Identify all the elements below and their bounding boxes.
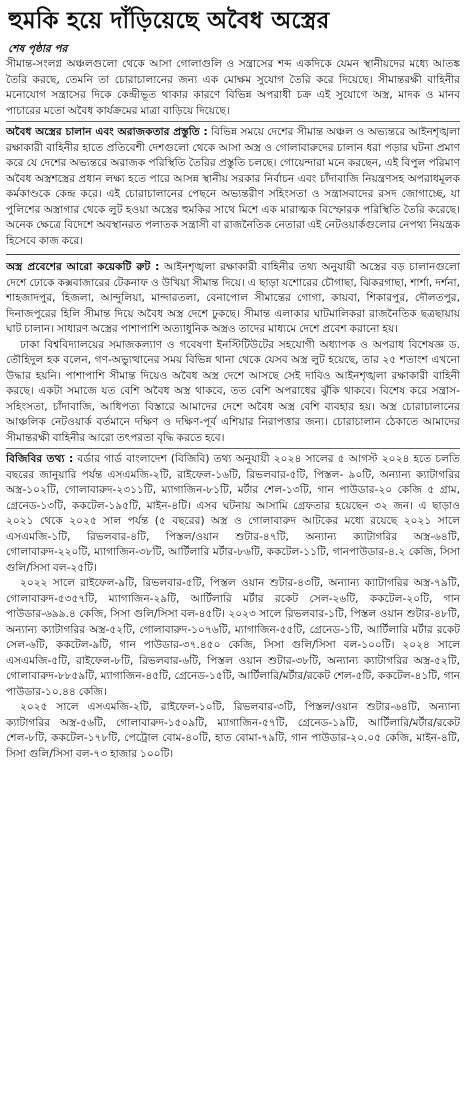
divider xyxy=(6,448,460,449)
section-body-routes: আইনশৃঙ্খলা রক্ষাকারী বাহিনীর তথ্য অনুযায়ী অস্ত্রের বড় চালানগুলো দেশে ঢোকে কক্সবাজারের টেকনাফ ও উখিয়া সীমান্ত দিয়ে। এ ছাড়া যশোরের চৌগাছা, ঝিকরগাছা, শার্শা, দর্শনা, শাহজাদপুর, হিজলা, আন্দুলিয়া, মান্দারতলা, বেনাপোল সীমান্তের গোগা, কায়বা, শিকারপুর, দৌলতপুর, দিনাজপুরের হিলি সীমান্ত দিয়ে অবৈধ অস্ত্র দেশে ঢুকছে। সীমান্ত এলাকার ঘাটমালিকরা রাজনৈতিক ছত্রছায়ায় ঘাট চালান। সাধারণ অস্ত্রের পাশাপাশি অত্যাধুনিক অস্ত্রও তাদের মাধ্যমে দেশে প্রবেশ করানো হয়। xyxy=(6,261,461,335)
section-lead-routes: অস্ত্র প্রবেশের আরো কয়েকটি রুট : xyxy=(6,261,160,273)
section-lead-bgb: বিজিবির তথ্য : xyxy=(6,453,74,465)
section-body-illegal-arms: বিভিন্ন সময়ে দেশের সীমান্ত অঞ্চল ও অভ্যন্তরে আইনশৃঙ্খলা রক্ষাকারী বাহিনীর হাতে প্রতিবেশী দেশগুলো থেকে আসা অস্ত্র ও গোলাবারুদের চালান ধরা পড়ার ঘটনা প্রমাণ করে যে দেশের অভ্যন্তরে অরাজক পরিস্থিতি তৈরির প্রস্তুতি চলছে। গোয়েন্দারা মনে করছেন, এই বিপুল পরিমাণ অবৈধ অস্ত্রশস্ত্রের প্রধান লক্ষ্য হতে পারে আসন্ন স্থানীয় সরকার নির্বাচন এবং চাঁদাবাজি নিয়ন্ত্রণসহ অপরাধমূলক কর্মকাণ্ডকে কেন্দ্র করে। এই চোরাচালানের পেছনে অভ্যন্তরীণ সহিংসতা ও সন্ত্রাসবাদের রসদ জোগাচ্ছে, যা পুলিশের অস্ত্রাগার থেকে লুট হওয়া অস্ত্রের হুমকির সাথে মিশে এক মারাত্মক বিস্ফোরক পরিস্থিতি তৈরি করেছে। অনেক ক্ষেত্রে বিদেশে অবস্থানরত পলাতক সন্ত্রাসী বা রাজনৈতিক নেতারা এই নেটওয়ার্কগুলোর নেপথ্য নিয়ন্ত্রক হিসেবে কাজ করে। xyxy=(6,126,461,247)
section-routes xyxy=(6,260,460,338)
article-body xyxy=(6,57,460,762)
divider xyxy=(6,254,460,255)
headline: হুমকি হয়ে দাঁড়িয়েছে অবৈধ অস্ত্রের xyxy=(8,7,330,34)
divider xyxy=(6,121,460,122)
section-lead-illegal-arms: অবৈধ অস্ত্রের চালান এবং অরাজকতার প্রস্তুতি : xyxy=(6,126,208,138)
paragraph-bgb-2025: ২০২৫ সালে এসএমজি-২টি, রাইফেল-১০টি, রিভলবার-৩টি, পিস্তল/ওয়ান শুটার-৬৪টি, অন্যান্য ক্যাটাগরির অস্ত্র-৫৬টি, গোলাবারুদ-১৫০৯টি, ম্যাগাজিন-৫৭টি, গ্রেনেড-১৯টি, আর্টিলারি/মর্টার/রকেট শেল-৮টি, ককটেল-১৭৮টি, পেট্রোল বোম-৪০টি, হাত বোমা-৭৯টি, গান পাউডার-২০.০৫ কেজি, মাইন-৪টি, সিসা গুলি/সিসা বল-৭৩ হাজার ১০০টি। xyxy=(6,701,460,760)
section-body-bgb: বর্ডার গার্ড বাংলাদেশ (বিজিবি) তথ্য অনুযায়ী ২০২৪ সালের ৫ আগস্ট ২০২৪ হতে চলতি বছরের জানুয়ারি পর্যন্ত এসএমজি-২টি, রাইফেল-১৬টি, রিভলবার-৫টি, পিস্তল- ৯০টি, অন্যান্য ক্যাটাগরির অস্ত্র-১০২টি, গোলাবারুদ-২৩১১টি, ম্যাগাজিন-৮১টি, মর্টার শেল-১৩টি, গান পাউডার-২০ কেজি ৫ গ্রাম, গ্রেনেড-১৩টি, ককটেল-১৯৫টি, মাইন-৪টি। এসব ঘটনায় আসামি গ্রেফতার হয়েছেন ৩২ জন। এ ছাড়াও ২০২১ থেকে ২০২৫ সাল পর্যন্ত (৫ বছরের) অস্ত্র ও গোলাবারুদ আটকের মধ্যে রয়েছে ২০২১ সালে এসএমজি-১টি, রিভলবার-৪টি, পিস্তল/ওয়ান শুটার-৪৭টি, অন্যান্য ক্যাটাগরির অস্ত্র-৬৪টি, গোলাবারুদ-২২০টি, ম্যাগাজিন-৩৮টি, আর্টিলারি মর্টার-৮৬টি, ককটেল-১১টি, গানপাউডার-৪.২ কেজি, সিসা গুলি/সিসা বল-২৫টি। xyxy=(6,453,460,574)
continued-label: শেষ পৃষ্ঠার পর xyxy=(8,43,68,55)
section-bgb xyxy=(6,452,460,576)
paragraph-expert: ঢাকা বিশ্ববিদ্যালয়ের সমাজকল্যাণ ও গবেষণা ইনস্টিটিউটের সহযোগী অধ্যাপক ও অপরাধ বিশেষজ্ঞ ড. তৌহিদুল হক বলেন, গণ-অভ্যুত্থানের সময় বিভিন্ন থানা থেকে যেসব অস্ত্র লুট হয়েছে, তার ২৫ শতাংশ এখনো উদ্ধার হয়নি। পাশাপাশি সীমান্ত দিয়েও অবৈধ অস্ত্র দেশে আসছে সেই দাবিও আইনশৃঙ্খলা রক্ষাকারী বাহিনী করছে। একটা সমাজে যত বেশি অবৈধ অস্ত্র থাকবে, তত বেশি অপরাধের ঝুঁকি থাকবে। বিশেষ করে সন্ত্রাস-সহিংসতা, চাঁদাবাজি, আধিপত্য বিস্তারে আমাদের দেশে অবৈধ অস্ত্র বেশি ব্যবহার হয়। অস্ত্র চোরাচালানের আঞ্চলিক নেটওয়ার্ক বর্তমানে দক্ষিণ ও দক্ষিণ-পূর্ব এশিয়ার নিরাপত্তার জন্য। চোরাচালান ঠেকাতে আমাদের সীমান্তরক্ষী বাহিনীর আরো তৎপরতা বৃদ্ধি করতে হবে। xyxy=(6,338,460,444)
paragraph-intro: সীমান্ত-সংলগ্ন অঞ্চলগুলো থেকে আসা গোলাগুলি ও সন্ত্রাসের শব্দ একদিকে যেমন স্থানীয়দের মধ্যে আতঙ্ক তৈরি করছে, তেমনি তা চোরাচালানের জন্য এক মোক্ষম সুযোগ তৈরি করে দিয়েছে। সীমান্তরক্ষী বাহিনীর মনোযোগ সন্ত্রাসের দিকে কেন্দ্রীভূত থাকার কারণে বিভিন্ন অপরাধী চক্র এই সুযোগে অস্ত্র, মাদক ও মানব পাচারের মতো অবৈধ কার্যক্রমের মাত্রা বাড়িয়ে দিয়েছে। xyxy=(6,58,460,117)
section-illegal-arms xyxy=(6,125,460,249)
paragraph-bgb-2022-2024: ২০২২ সালে রাইফেল-৯টি, রিভলবার-৫টি, পিস্তল ওয়ান শুটার-৪৩টি, অন্যান্য ক্যাটাগরির অস্ত্র-৭৯টি, গোলাবারুদ-৫৩৫৭টি, ম্যাগাজিন-২৯টি, আর্টিলারি মর্টার রকেট সেল-২৬টি, ককটেল-২০টি, গান পাউডার-৬৯৯.৪ কেজি, সিসা গুলি/সিসা বল-৪৫টি। ২০২৩ সালে রিভলবার-১টি, পিস্তল ওয়ান শুটার-৪৮টি, অন্যান্য ক্যাটাগরির অস্ত্র-৫২টি, গোলাবারুদ-১০৭৬টি, ম্যাগাজিন-৫৫টি, গ্রেনেড-১টি, আর্টিলারি মর্টার রকেট সেল-৬টি, ককটেল-৯টি, গান পাউডার-৩৭.৪৫০ কেজি, সিসা গুলি/সিসা বল-১০০টি। ২০২৪ সালে এসএমজি-৫টি, রাইফেল-৮টি, রিভলবার-৬টি, পিস্তল ওয়ান শুটার-৩৮টি, অন্যান্য ক্যাটাগরির অস্ত্র-৫২টি, গোলাবারুদ-৮৮৫৯টি, ম্যাগাজিন-৪৫টি, গ্রেনেড-১৫টি, আর্টিলারি/মর্টার/রকেট শেল-৫টি, ককটেল-৪১টি, গান পাউডার-১০.৪৪ কেজি। xyxy=(6,577,460,698)
